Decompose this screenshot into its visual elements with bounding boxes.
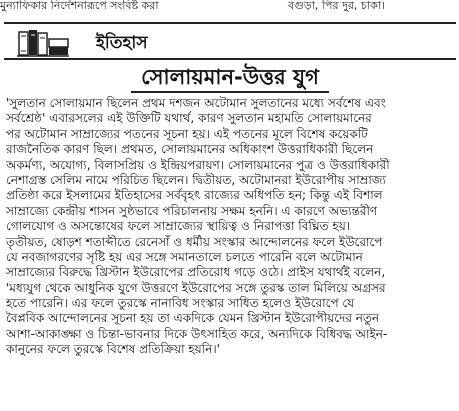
article-line: 'সুলতান সোলায়মান ছিলেন প্রথম দশজন অটোমান সুলতানের মধ্যে সর্বশেষ এবং xyxy=(6,96,386,110)
article-title-wrap xyxy=(4,64,456,94)
article-line: সর্বশ্রেষ্ঠ' এবারসলের এই উক্তিটি যথার্থ, কারণ সুলতান মহামতি সোলায়মানের xyxy=(6,111,372,126)
article-line: গোলযোগ ও অসন্তোষের ফলে সাম্রাজ্যের স্থায়িত্ব ও নিরাপত্তা বিঘ্নিত হয়। xyxy=(6,219,351,234)
article-line: তৃতীয়ত, ষোড়শ শতাব্দীতে রেনেসাঁ ও ধর্মীয় সংস্কার আন্দোলনের ফলে ইউরোপে xyxy=(6,234,383,249)
article-line: সাম্রাজ্যের বিরুদ্ধে খ্রিস্টান ইউরোপের প্রতিরোধ গড়ে ওঠে। প্রাইস যথার্থই বলেন, xyxy=(6,265,386,280)
article-line: 'মধ্যযুগ থেকে আধুনিক যুগে উত্তরণে ইউরোপের সঙ্গে তুরস্ক তাল মিলিয়ে অগ্রসর xyxy=(6,280,386,295)
top-right-text: বগুড়া, পির দুর, চাকা। xyxy=(288,0,385,12)
article-line: যে নবজাগরণের সৃষ্টি হয় এর সঙ্গে সমানতালে চলতে পারেনি বলে অটোমান xyxy=(6,249,363,264)
article-line: পর অটোমান সাম্রাজ্যের পতনের সূচনা হয়। এই পতনের মূলে বিশেষ কয়েকটি xyxy=(6,126,368,141)
books-icon xyxy=(16,27,70,57)
page-top-strip xyxy=(0,0,459,14)
section-title: ইতিহাস xyxy=(96,33,148,53)
article-line: কানুনের ফলে তুরস্কে বিশেষ প্রতিক্রিয়া হয়নি।' xyxy=(6,342,220,357)
article-line: রাজনৈতিক কারণ ছিল। প্রথমত, সোলায়মানের অধিকাংশ উত্তরাধিকারী ছিলেন xyxy=(6,142,374,157)
top-left-text: মুন্যাফিকার নির্দেশনারূপে সংবিষ্ট করা xyxy=(0,0,159,12)
article-line: সাম্রাজ্যে কেন্দ্রীয় শাসন সুষ্ঠভাবে পরিচালনায় সক্ষম হননি। এ কারণে অভ্যন্তরীণ xyxy=(6,203,378,218)
article-line: অকর্মণ্য, অযোগ্য, বিলাসপ্রিয় ও ইন্দ্রিয়পরায়ণ। সোলায়মানের পুত্র ও উত্তরাধিকারী xyxy=(6,157,390,172)
article-line: বৈপ্লবিক আন্দোলনের সূচনা হয় তা একদিকে যেমন খ্রিস্টান ইউরোপীয়দের নতুন xyxy=(6,311,380,326)
article-title: সোলায়মান-উত্তর যুগ xyxy=(131,64,329,93)
article-line: আশা-আকাঙ্ক্ষা ও চিন্তা-ভাবনার দিকে উৎসাহিত করে, অন্যদিকে বিধিবদ্ধ আইন- xyxy=(6,326,388,341)
article-line: নেশাগ্রস্ত সেলিম নামে পরিচিত ছিলেন। দ্বিতীয়ত, অটোমানরা ইউরোপীয় সাম্রাজ্য xyxy=(6,172,387,187)
article-line: প্রতিষ্ঠা করে ইসলামের ইতিহাসের সর্ববৃহৎ রাজ্যের অধিপতি হন; কিন্তু এই বিশাল xyxy=(6,188,383,203)
section-header xyxy=(4,22,456,60)
article-line: হতে পারেনি। এর ফলে তুরস্কে নানাবিধ সংস্কার সাধিত হলেও ইউরোপে যে xyxy=(6,296,355,311)
article-body xyxy=(6,96,455,408)
